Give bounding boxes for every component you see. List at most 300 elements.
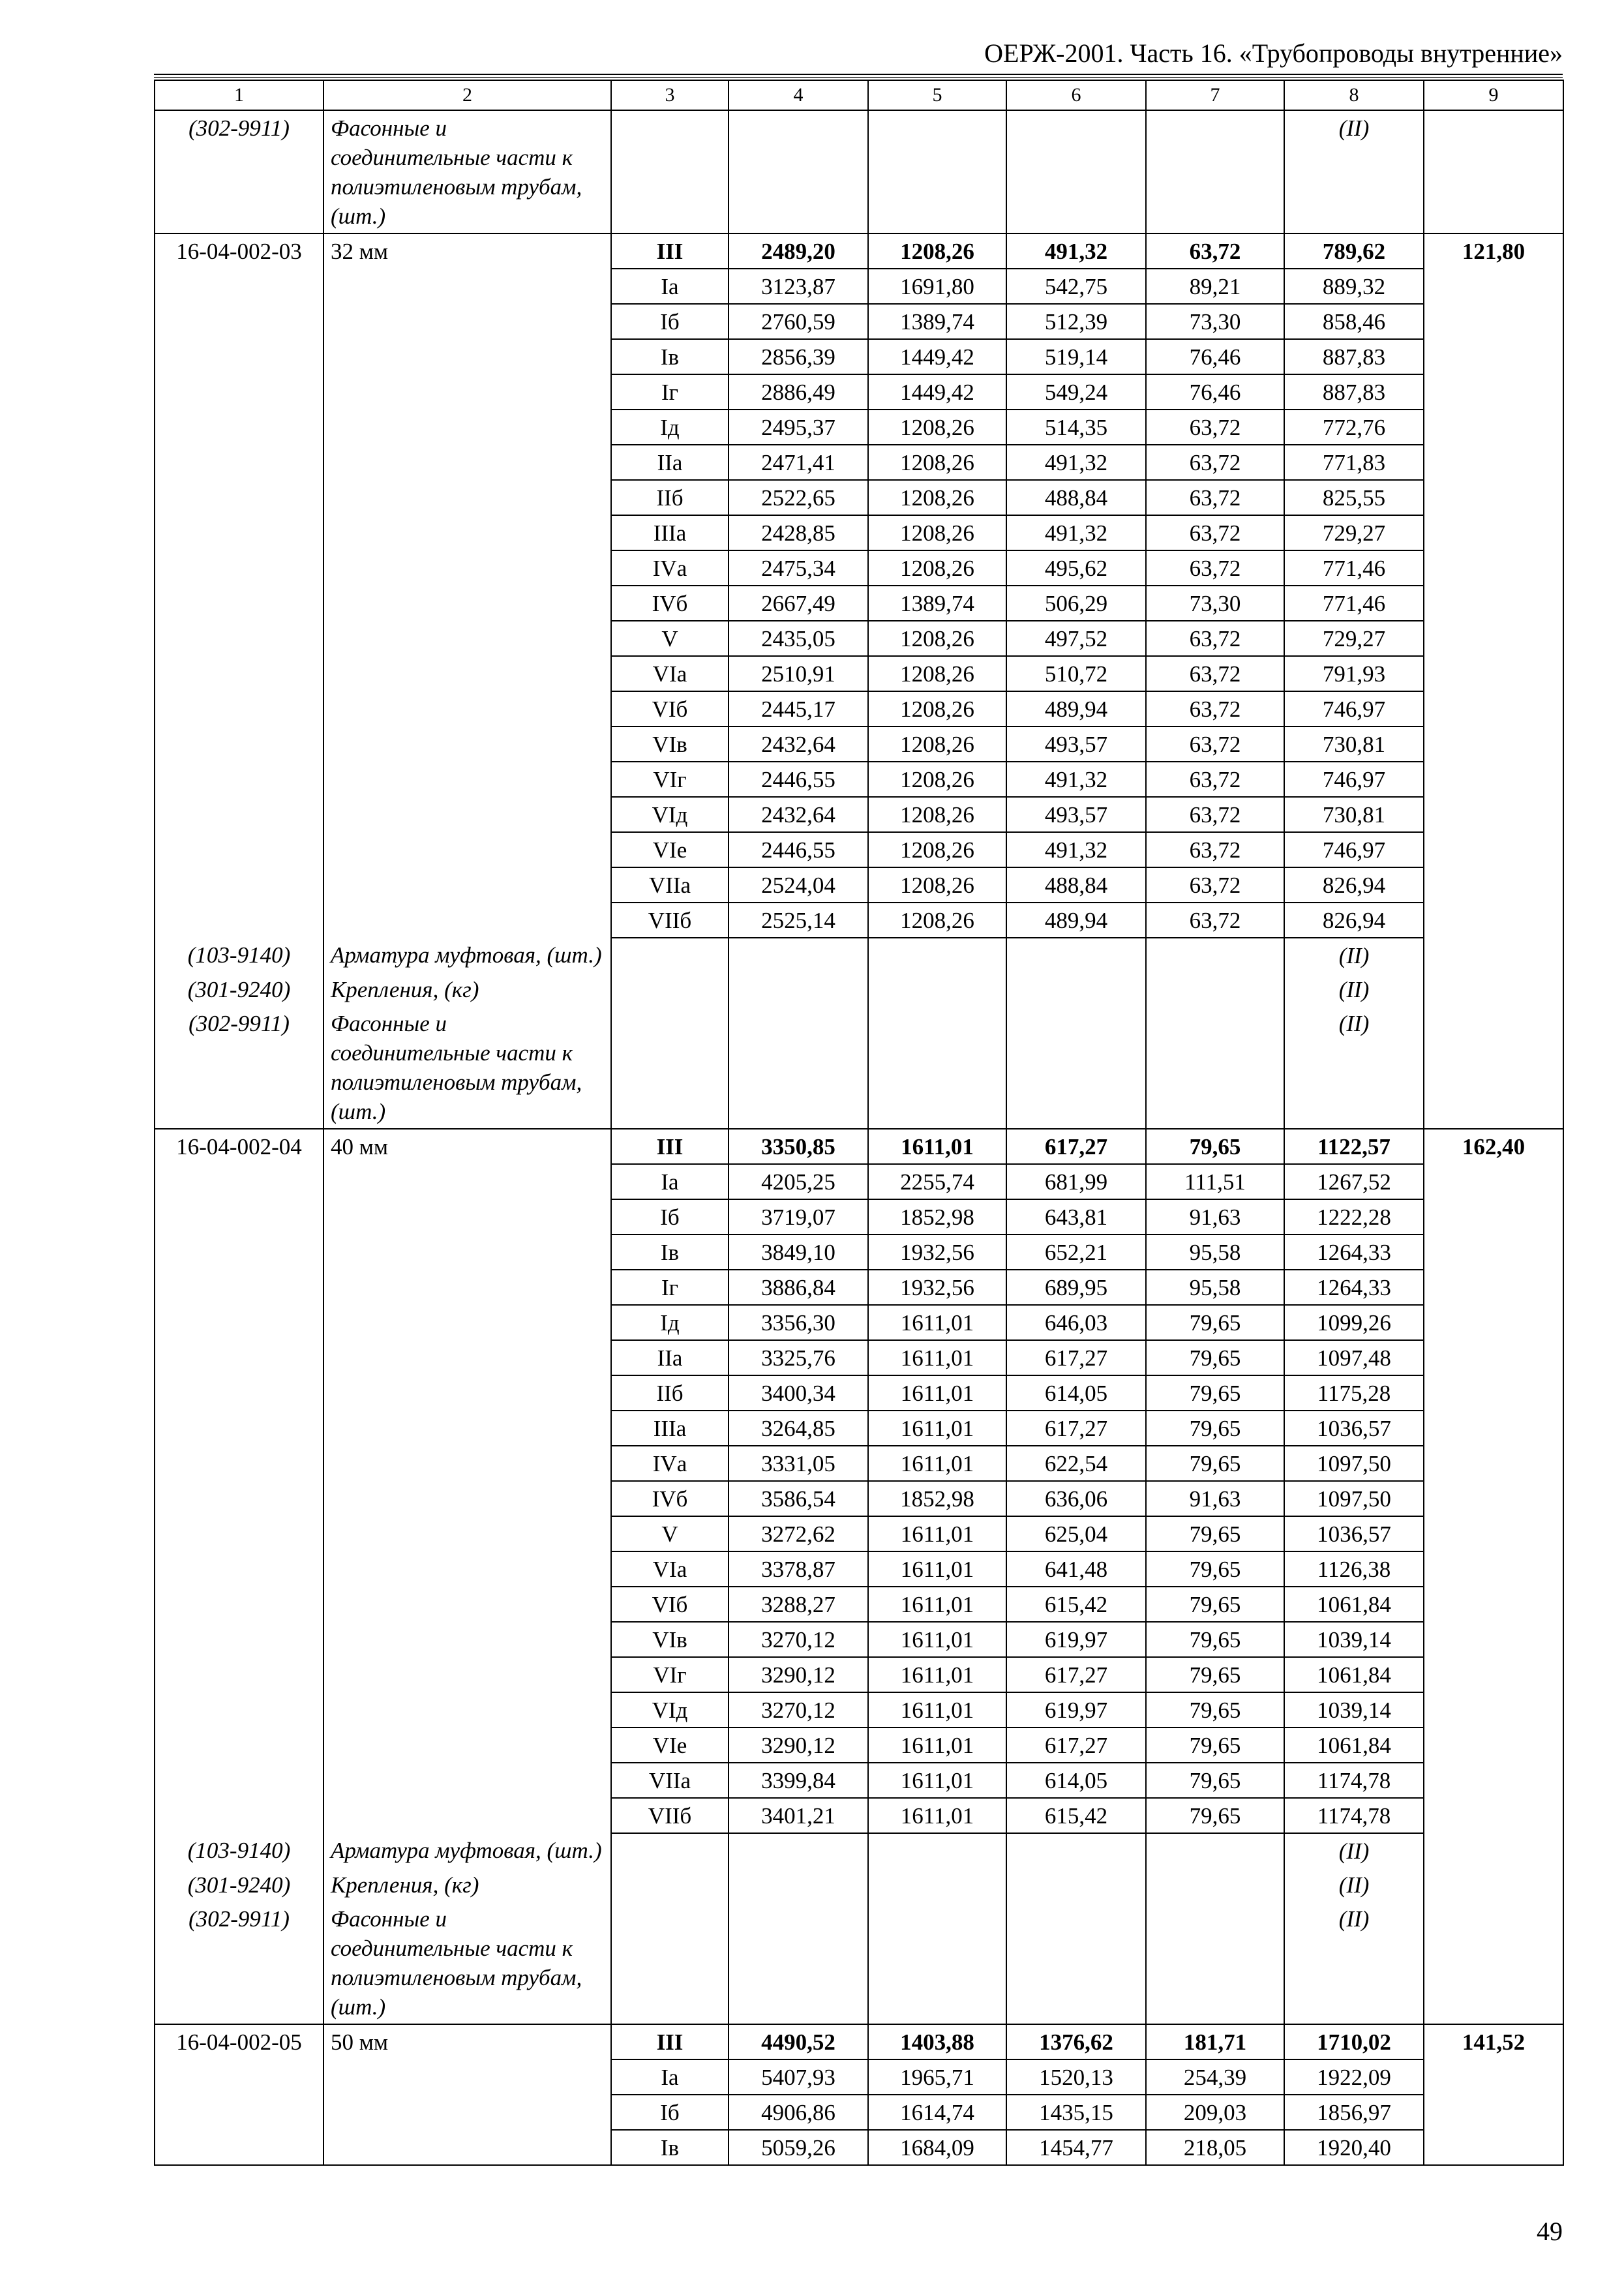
empty-cell — [729, 1902, 868, 2024]
cost-value: 887,83 — [1284, 339, 1424, 374]
cost-value: 1267,52 — [1284, 1164, 1424, 1199]
cost-value: 3356,30 — [729, 1305, 868, 1340]
empty-cell — [1146, 1006, 1284, 1129]
empty-cell — [323, 304, 611, 339]
price-zone: Iа — [611, 269, 729, 304]
empty-cell — [155, 480, 323, 515]
empty-cell — [323, 1305, 611, 1340]
empty-cell — [1006, 1006, 1146, 1129]
cost-value: 76,46 — [1146, 339, 1284, 374]
resource-row — [155, 1902, 1563, 2024]
norm-row — [155, 1657, 1563, 1692]
cost-value: 1097,50 — [1284, 1446, 1424, 1481]
price-zone: IVа — [611, 550, 729, 586]
norm-row — [155, 550, 1563, 586]
cost-value: 2886,49 — [729, 374, 868, 410]
empty-cell — [323, 374, 611, 410]
empty-cell — [155, 726, 323, 762]
empty-cell — [155, 691, 323, 726]
cost-value: 63,72 — [1146, 762, 1284, 797]
price-zone: III — [611, 233, 729, 269]
price-zone: VIд — [611, 1692, 729, 1728]
cost-value: 111,51 — [1146, 1164, 1284, 1199]
cost-value: 79,65 — [1146, 1411, 1284, 1446]
cost-value: 614,05 — [1006, 1375, 1146, 1411]
empty-cell — [323, 1551, 611, 1587]
cost-value: 95,58 — [1146, 1234, 1284, 1270]
resource-class: (II) — [1284, 1902, 1424, 2024]
cost-value: 181,71 — [1146, 2024, 1284, 2059]
cost-value: 746,97 — [1284, 762, 1424, 797]
resource-row — [155, 110, 1563, 233]
cost-value: 1097,50 — [1284, 1481, 1424, 1516]
resource-code: (301-9240) — [155, 1868, 323, 1902]
cost-value: 1208,26 — [868, 550, 1006, 586]
norm-row — [155, 1340, 1563, 1375]
norm-row — [155, 1270, 1563, 1305]
column-number: 5 — [868, 80, 1006, 110]
cost-value: 1122,57 — [1284, 1129, 1424, 1164]
cost-value: 615,42 — [1006, 1798, 1146, 1833]
empty-cell — [1424, 1006, 1563, 1129]
cost-value: 2525,14 — [729, 903, 868, 938]
cost-value: 79,65 — [1146, 1692, 1284, 1728]
empty-cell — [1424, 515, 1563, 550]
cost-value: 1614,74 — [868, 2095, 1006, 2130]
price-zone: Iв — [611, 1234, 729, 1270]
cost-value: 79,65 — [1146, 1728, 1284, 1763]
empty-cell — [1424, 480, 1563, 515]
empty-cell — [1424, 445, 1563, 480]
cost-value: 1061,84 — [1284, 1728, 1424, 1763]
norm-code: 16-04-002-03 — [155, 233, 323, 269]
empty-cell — [323, 1657, 611, 1692]
column-number: 4 — [729, 80, 868, 110]
norm-row — [155, 1164, 1563, 1199]
empty-cell — [1424, 2095, 1563, 2130]
empty-cell — [323, 726, 611, 762]
cost-value: 2489,20 — [729, 233, 868, 269]
norm-row — [155, 1375, 1563, 1411]
cost-value: 1222,28 — [1284, 1199, 1424, 1234]
norm-row — [155, 1446, 1563, 1481]
cost-value: 512,39 — [1006, 304, 1146, 339]
cost-value: 1611,01 — [868, 1516, 1006, 1551]
norm-row — [155, 762, 1563, 797]
norm-row — [155, 1516, 1563, 1551]
empty-cell — [611, 1833, 729, 1868]
empty-cell — [1424, 691, 1563, 726]
cost-value: 79,65 — [1146, 1551, 1284, 1587]
price-zone: VIIа — [611, 867, 729, 903]
empty-cell — [1424, 1657, 1563, 1692]
cost-value: 1852,98 — [868, 1481, 1006, 1516]
price-zone: IIб — [611, 1375, 729, 1411]
cost-value: 493,57 — [1006, 797, 1146, 832]
cost-value: 1389,74 — [868, 304, 1006, 339]
cost-value: 89,21 — [1146, 269, 1284, 304]
cost-value: 3399,84 — [729, 1763, 868, 1798]
cost-value: 491,32 — [1006, 445, 1146, 480]
price-zone: Iб — [611, 1199, 729, 1234]
empty-cell — [1424, 339, 1563, 374]
norm-row — [155, 515, 1563, 550]
empty-cell — [323, 2059, 611, 2095]
cost-value: 617,27 — [1006, 1728, 1146, 1763]
empty-cell — [323, 2095, 611, 2130]
column-number: 6 — [1006, 80, 1146, 110]
empty-cell — [155, 410, 323, 445]
cost-value: 514,35 — [1006, 410, 1146, 445]
cost-value: 63,72 — [1146, 691, 1284, 726]
cost-value: 1264,33 — [1284, 1234, 1424, 1270]
resource-row — [155, 972, 1563, 1006]
cost-value: 63,72 — [1146, 797, 1284, 832]
cost-value: 730,81 — [1284, 726, 1424, 762]
cost-value: 491,32 — [1006, 515, 1146, 550]
empty-cell — [155, 1481, 323, 1516]
cost-value: 652,21 — [1006, 1234, 1146, 1270]
cost-value: 79,65 — [1146, 1587, 1284, 1622]
cost-value: 1611,01 — [868, 1305, 1006, 1340]
price-zone: IIIа — [611, 1411, 729, 1446]
cost-value: 619,97 — [1006, 1622, 1146, 1657]
price-zone: III — [611, 1129, 729, 1164]
cost-value: 3719,07 — [729, 1199, 868, 1234]
cost-value: 1435,15 — [1006, 2095, 1146, 2130]
price-zone: Iб — [611, 2095, 729, 2130]
norm-row — [155, 1234, 1563, 1270]
cost-value: 889,32 — [1284, 269, 1424, 304]
price-zone: VIIб — [611, 903, 729, 938]
empty-cell — [1146, 1902, 1284, 2024]
empty-cell — [1424, 1411, 1563, 1446]
norm-row — [155, 1587, 1563, 1622]
cost-value: 3264,85 — [729, 1411, 868, 1446]
empty-cell — [1424, 797, 1563, 832]
empty-cell — [1146, 110, 1284, 233]
empty-cell — [1424, 1551, 1563, 1587]
cost-value: 63,72 — [1146, 445, 1284, 480]
cost-value: 771,83 — [1284, 445, 1424, 480]
cost-value: 1208,26 — [868, 726, 1006, 762]
cost-value: 1856,97 — [1284, 2095, 1424, 2130]
norm-row — [155, 480, 1563, 515]
cost-value: 63,72 — [1146, 233, 1284, 269]
cost-value: 1208,26 — [868, 832, 1006, 867]
empty-cell — [1424, 1446, 1563, 1481]
cost-value: 746,97 — [1284, 691, 1424, 726]
empty-cell — [323, 1270, 611, 1305]
price-zone: IVб — [611, 586, 729, 621]
empty-cell — [1424, 1692, 1563, 1728]
cost-value: 79,65 — [1146, 1305, 1284, 1340]
cost-value: 4490,52 — [729, 2024, 868, 2059]
price-zone: V — [611, 1516, 729, 1551]
column-number: 1 — [155, 80, 323, 110]
cost-value: 858,46 — [1284, 304, 1424, 339]
cost-value: 622,54 — [1006, 1446, 1146, 1481]
cost-value: 1208,26 — [868, 867, 1006, 903]
cost-value: 2760,59 — [729, 304, 868, 339]
cost-value: 3849,10 — [729, 1234, 868, 1270]
empty-cell — [155, 1340, 323, 1375]
empty-cell — [1424, 2059, 1563, 2095]
resource-class: (II) — [1284, 938, 1424, 972]
empty-cell — [155, 1551, 323, 1587]
resource-row — [155, 938, 1563, 972]
cost-value: 63,72 — [1146, 867, 1284, 903]
empty-cell — [155, 1622, 323, 1657]
empty-cell — [611, 1868, 729, 1902]
empty-cell — [155, 1692, 323, 1728]
resource-name: Крепления, (кг) — [323, 972, 611, 1006]
column-number: 8 — [1284, 80, 1424, 110]
resource-class: (II) — [1284, 110, 1424, 233]
price-zone: VIа — [611, 1551, 729, 1587]
norm-code: 16-04-002-05 — [155, 2024, 323, 2059]
empty-cell — [323, 339, 611, 374]
empty-cell — [1424, 938, 1563, 972]
cost-value: 63,72 — [1146, 480, 1284, 515]
empty-cell — [868, 110, 1006, 233]
empty-cell — [1006, 1833, 1146, 1868]
cost-value: 1061,84 — [1284, 1587, 1424, 1622]
cost-value: 2495,37 — [729, 410, 868, 445]
empty-cell — [729, 110, 868, 233]
cost-value: 1611,01 — [868, 1798, 1006, 1833]
norm-row — [155, 656, 1563, 691]
cost-value: 615,42 — [1006, 1587, 1146, 1622]
cost-value: 489,94 — [1006, 903, 1146, 938]
price-zone: V — [611, 621, 729, 656]
norm-name: 40 мм — [323, 1129, 611, 1164]
cost-value: 1611,01 — [868, 1340, 1006, 1375]
empty-cell — [1006, 938, 1146, 972]
resource-name: Фасонные и соединительные части к полиэтиленовым трубам, (шт.) — [323, 1006, 611, 1129]
cost-value: 641,48 — [1006, 1551, 1146, 1587]
empty-cell — [1424, 2130, 1563, 2165]
empty-cell — [155, 1164, 323, 1199]
empty-cell — [1424, 550, 1563, 586]
empty-cell — [155, 621, 323, 656]
empty-cell — [155, 445, 323, 480]
price-zone: Iа — [611, 1164, 729, 1199]
cost-value: 826,94 — [1284, 867, 1424, 903]
price-zone: VIб — [611, 691, 729, 726]
empty-cell — [323, 1481, 611, 1516]
norm-name: 32 мм — [323, 233, 611, 269]
cost-value: 4205,25 — [729, 1164, 868, 1199]
cost-value: 1684,09 — [868, 2130, 1006, 2165]
cost-value: 73,30 — [1146, 304, 1284, 339]
cost-value: 91,63 — [1146, 1199, 1284, 1234]
cost-value: 617,27 — [1006, 1411, 1146, 1446]
norm-row — [155, 691, 1563, 726]
empty-cell — [155, 656, 323, 691]
cost-value: 1403,88 — [868, 2024, 1006, 2059]
price-zone: Iг — [611, 374, 729, 410]
cost-value: 3272,62 — [729, 1516, 868, 1551]
empty-cell — [1424, 1587, 1563, 1622]
empty-cell — [1424, 1340, 1563, 1375]
empty-cell — [729, 972, 868, 1006]
cost-value: 1061,84 — [1284, 1657, 1424, 1692]
empty-cell — [323, 1692, 611, 1728]
price-zone: VIв — [611, 726, 729, 762]
cost-value: 488,84 — [1006, 867, 1146, 903]
empty-cell — [868, 1833, 1006, 1868]
cost-value: 2445,17 — [729, 691, 868, 726]
resource-class: (II) — [1284, 1868, 1424, 1902]
norm-row — [155, 1129, 1563, 1164]
empty-cell — [1424, 1270, 1563, 1305]
resource-class: (II) — [1284, 1833, 1424, 1868]
empty-cell — [323, 621, 611, 656]
cost-value: 2667,49 — [729, 586, 868, 621]
empty-cell — [155, 903, 323, 938]
cost-value: 1208,26 — [868, 903, 1006, 938]
cost-value: 2432,64 — [729, 797, 868, 832]
cost-value: 689,95 — [1006, 1270, 1146, 1305]
empty-cell — [1424, 1798, 1563, 1833]
norm-row — [155, 1622, 1563, 1657]
empty-cell — [1424, 1199, 1563, 1234]
empty-cell — [1424, 1902, 1563, 2024]
empty-cell — [1424, 1481, 1563, 1516]
cost-value: 5059,26 — [729, 2130, 868, 2165]
cost-value: 79,65 — [1146, 1798, 1284, 1833]
cost-value: 79,65 — [1146, 1446, 1284, 1481]
price-zone: VIIа — [611, 1763, 729, 1798]
cost-value: 79,65 — [1146, 1657, 1284, 1692]
empty-cell — [868, 1902, 1006, 2024]
empty-cell — [155, 586, 323, 621]
cost-value: 79,65 — [1146, 1340, 1284, 1375]
price-zone: VIг — [611, 762, 729, 797]
empty-cell — [323, 480, 611, 515]
norm-row — [155, 1763, 1563, 1798]
empty-cell — [323, 903, 611, 938]
price-zone: Iа — [611, 2059, 729, 2095]
empty-cell — [1424, 1375, 1563, 1411]
empty-cell — [323, 1516, 611, 1551]
empty-cell — [868, 938, 1006, 972]
empty-cell — [323, 445, 611, 480]
cost-value: 1208,26 — [868, 515, 1006, 550]
norm-row — [155, 2059, 1563, 2095]
empty-cell — [155, 1375, 323, 1411]
empty-cell — [729, 1868, 868, 1902]
empty-cell — [323, 586, 611, 621]
empty-cell — [1424, 832, 1563, 867]
cost-value: 614,05 — [1006, 1763, 1146, 1798]
empty-cell — [1146, 1833, 1284, 1868]
column-number-row — [155, 80, 1563, 110]
cost-value: 1036,57 — [1284, 1516, 1424, 1551]
cost-value: 2432,64 — [729, 726, 868, 762]
norm-row — [155, 2095, 1563, 2130]
column-number: 7 — [1146, 80, 1284, 110]
resource-name: Фасонные и соединительные части к полиэтиленовым трубам, (шт.) — [323, 1902, 611, 2024]
cost-value: 79,65 — [1146, 1375, 1284, 1411]
empty-cell — [611, 972, 729, 1006]
cost-value: 1932,56 — [868, 1270, 1006, 1305]
price-zone: IIб — [611, 480, 729, 515]
cost-value: 3586,54 — [729, 1481, 868, 1516]
empty-cell — [155, 832, 323, 867]
cost-value: 617,27 — [1006, 1340, 1146, 1375]
cost-value: 79,65 — [1146, 1763, 1284, 1798]
resource-name: Фасонные и соединительные части к полиэтиленовым трубам, (шт.) — [323, 110, 611, 233]
resource-class: (II) — [1284, 972, 1424, 1006]
cost-value: 1208,26 — [868, 797, 1006, 832]
header-rule — [154, 74, 1563, 78]
cost-value: 1376,62 — [1006, 2024, 1146, 2059]
empty-cell — [155, 550, 323, 586]
resource-code: (302-9911) — [155, 1902, 323, 2024]
cost-value: 617,27 — [1006, 1129, 1146, 1164]
cost-value: 76,46 — [1146, 374, 1284, 410]
empty-cell — [155, 304, 323, 339]
cost-value: 1611,01 — [868, 1375, 1006, 1411]
empty-cell — [1424, 1728, 1563, 1763]
cost-value: 3290,12 — [729, 1728, 868, 1763]
norm-row — [155, 832, 1563, 867]
price-zone: VIIб — [611, 1798, 729, 1833]
cost-value: 488,84 — [1006, 480, 1146, 515]
empty-cell — [1424, 304, 1563, 339]
cost-value: 825,55 — [1284, 480, 1424, 515]
empty-cell — [1424, 586, 1563, 621]
cost-value: 1208,26 — [868, 656, 1006, 691]
cost-value: 3378,87 — [729, 1551, 868, 1587]
empty-cell — [729, 1833, 868, 1868]
cost-value: 772,76 — [1284, 410, 1424, 445]
norm-row — [155, 1798, 1563, 1833]
empty-cell — [868, 1006, 1006, 1129]
cost-value: 771,46 — [1284, 550, 1424, 586]
resource-name: Арматура муфтовая, (шт.) — [323, 1833, 611, 1868]
cost-value: 1264,33 — [1284, 1270, 1424, 1305]
cost-value: 497,52 — [1006, 621, 1146, 656]
empty-cell — [323, 2130, 611, 2165]
norm-row — [155, 726, 1563, 762]
norm-row — [155, 374, 1563, 410]
cost-value: 4906,86 — [729, 2095, 868, 2130]
cost-value: 729,27 — [1284, 621, 1424, 656]
cost-value: 887,83 — [1284, 374, 1424, 410]
cost-value: 1036,57 — [1284, 1411, 1424, 1446]
cost-value: 729,27 — [1284, 515, 1424, 550]
cost-value: 63,72 — [1146, 410, 1284, 445]
cost-value: 491,32 — [1006, 233, 1146, 269]
cost-value: 3270,12 — [729, 1622, 868, 1657]
norm-row — [155, 1728, 1563, 1763]
empty-cell — [323, 1763, 611, 1798]
labor-value: 162,40 — [1424, 1129, 1563, 1164]
cost-value: 2471,41 — [729, 445, 868, 480]
empty-cell — [323, 1587, 611, 1622]
empty-cell — [1146, 1868, 1284, 1902]
norm-row — [155, 445, 1563, 480]
cost-value: 63,72 — [1146, 515, 1284, 550]
cost-value: 1208,26 — [868, 233, 1006, 269]
resource-code: (103-9140) — [155, 1833, 323, 1868]
cost-value: 495,62 — [1006, 550, 1146, 586]
empty-cell — [155, 1234, 323, 1270]
empty-cell — [1146, 938, 1284, 972]
